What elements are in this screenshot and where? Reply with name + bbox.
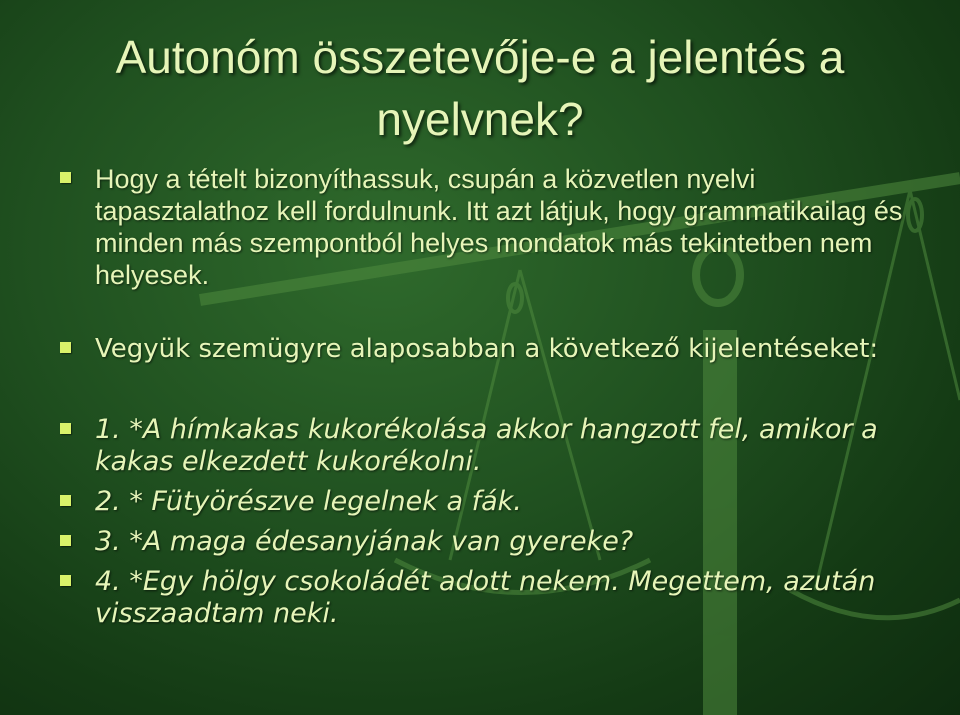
example-text: 3. *A maga édesanyjának van gyereke?	[95, 526, 634, 557]
bullet-list	[58, 163, 918, 630]
example-item	[58, 526, 918, 558]
example-text: 4. *Egy hölgy csokoládét adott nekem. Megettem, azután visszaadtam neki.	[95, 566, 876, 629]
example-item	[58, 566, 918, 630]
square-bullet-icon	[60, 423, 71, 434]
example-item	[58, 486, 918, 518]
example-item	[58, 414, 918, 478]
bullet-text: Vegyük szemügyre alaposabban a következő kijelentéseket:	[95, 334, 879, 364]
square-bullet-icon	[60, 342, 71, 353]
square-bullet-icon	[60, 575, 71, 586]
example-text: 2. * Fütyörészve legelnek a fák.	[95, 486, 522, 517]
bullet-item	[58, 333, 918, 365]
bullet-item	[58, 163, 918, 291]
square-bullet-icon	[60, 495, 71, 506]
example-text: 1. *A hímkakas kukorékolása akkor hangzott fel, amikor a kakas elkezdett kukorékolni.	[95, 414, 878, 477]
square-bullet-icon	[60, 172, 71, 183]
slide-title: Autonóm összetevője-e a jelentés a nyelvnek?	[115, 31, 845, 145]
square-bullet-icon	[60, 535, 71, 546]
bullet-text: Hogy a tételt bizonyíthassuk, csupán a közvetlen nyelvi tapasztalathoz kell fordulnunk. Itt azt látjuk, hogy grammatikailag és minden más szempontból helyes mondatok más tekintetben nem helyesek.	[95, 164, 903, 290]
